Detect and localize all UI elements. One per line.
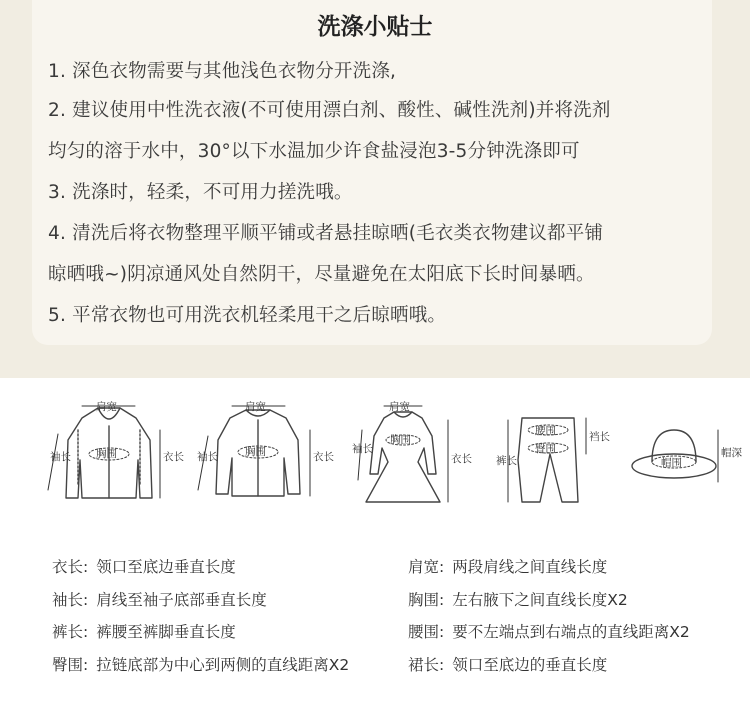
measurement-diagrams [0, 390, 750, 520]
definition-desc: 两段肩线之间直线长度 [452, 558, 608, 576]
tip-line: 2. 建议使用中性洗衣液(不可使用漂白剂、酸性、碱性洗剂)并将洗剂 [48, 100, 611, 121]
definition-desc: 领口至底边的垂直长度 [452, 656, 608, 674]
hat-icon [632, 430, 742, 482]
shoulder-label: 肩宽 [245, 401, 266, 413]
definition-item [52, 653, 349, 675]
page-title: 洗涤小贴士 [317, 14, 433, 40]
chest-label: 胸围 [245, 446, 266, 458]
length-label: 衣长 [163, 451, 184, 463]
definition-desc: 裤腰至裤脚垂直长度 [96, 623, 236, 641]
definition-term: 胸围: [408, 591, 445, 609]
hat-depth-label: 帽深 [721, 447, 742, 459]
tip-line: 5. 平常衣物也可用洗衣机轻柔甩干之后晾晒哦。 [48, 305, 447, 326]
definition-item [408, 588, 628, 610]
chest-label: 胸围 [390, 434, 411, 446]
shoulder-label: 肩宽 [96, 401, 117, 413]
definition-item [52, 620, 236, 642]
pants-icon [496, 418, 610, 502]
hip-label: 臀围 [535, 443, 556, 455]
definition-desc: 拉链底部为中心到两侧的直线距离X2 [96, 656, 350, 674]
waist-label: 腰围 [535, 425, 556, 437]
definition-item [408, 653, 607, 675]
sleeve-label: 袖长 [197, 451, 218, 463]
definition-term: 袖长: [52, 591, 89, 609]
dress-icon [352, 400, 472, 502]
length-label: 衣长 [451, 453, 472, 465]
jacket-icon [197, 400, 334, 496]
sleeve-label: 袖长 [352, 443, 373, 455]
shoulder-label: 肩宽 [389, 401, 410, 413]
definition-term: 臀围: [52, 656, 89, 674]
chest-label: 胸围 [96, 448, 117, 460]
tip-line: 1. 深色衣物需要与其他浅色衣物分开洗涤, [48, 61, 397, 82]
length-label: 衣长 [313, 451, 334, 463]
definition-term: 衣长: [52, 558, 89, 576]
rise-label: 裆长 [589, 431, 610, 443]
definition-desc: 左右腋下之间直线长度X2 [452, 591, 628, 609]
definition-item [408, 555, 607, 577]
tip-line: 均匀的溶于水中，30°以下水温加少许食盐浸泡3-5分钟洗涤即可 [48, 141, 580, 162]
tip-line: 晾晒哦~)阴凉通风处自然阴干，尽量避免在太阳底下长时间暴晒。 [48, 264, 595, 285]
head-label: 帽围 [661, 457, 682, 469]
definition-term: 肩宽: [408, 558, 445, 576]
definition-term: 裤长: [52, 623, 89, 641]
definition-item [52, 555, 236, 577]
definition-item [408, 620, 690, 642]
tip-line: 3. 洗涤时，轻柔，不可用力搓洗哦。 [48, 182, 353, 203]
definition-term: 裙长: [408, 656, 445, 674]
tip-line: 4. 清洗后将衣物整理平顺平铺或者悬挂晾晒(毛衣类衣物建议都平铺 [48, 223, 604, 244]
hoodie-icon [48, 400, 184, 498]
definition-desc: 肩线至袖子底部垂直长度 [96, 591, 267, 609]
definition-desc: 领口至底边垂直长度 [96, 558, 236, 576]
definition-desc: 要不左端点到右端点的直线距离X2 [452, 623, 690, 641]
sleeve-label: 袖长 [50, 451, 71, 463]
pants-length-label: 裤长 [496, 455, 517, 467]
definition-term: 腰围: [408, 623, 445, 641]
definition-item [52, 588, 267, 610]
tips-card [32, 0, 712, 345]
